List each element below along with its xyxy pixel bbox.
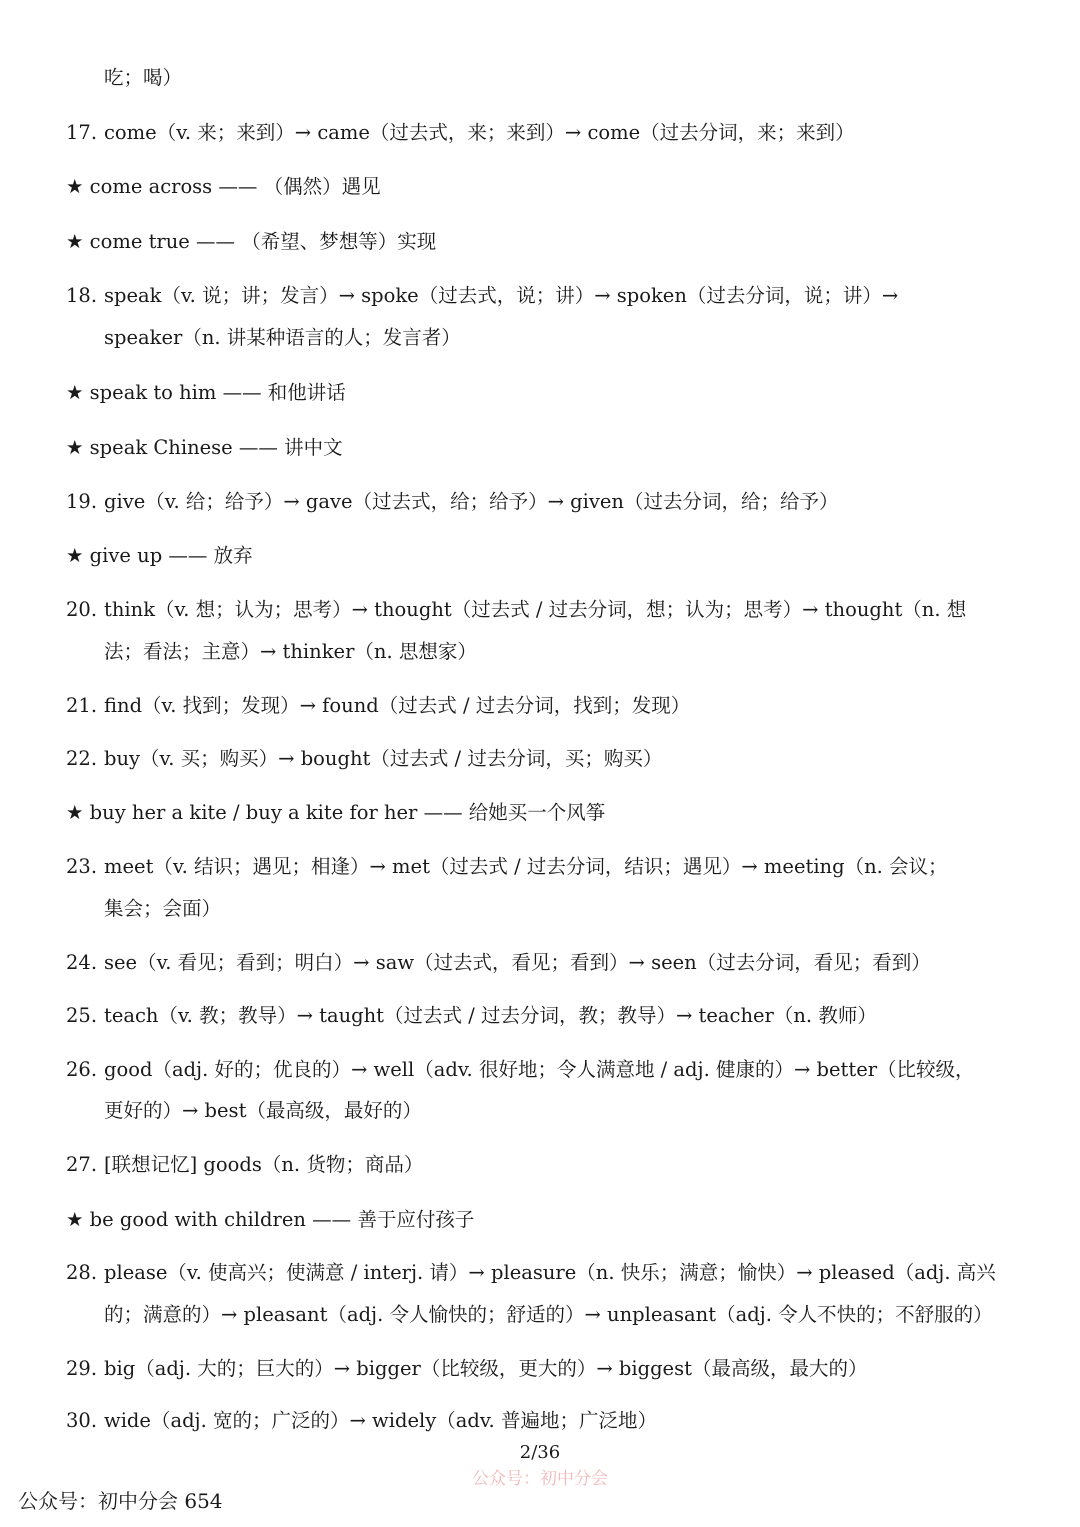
entry-29-text: big（adj. 大的；巨大的）→ bigger（比较级，更大的）→ biggest（最高级，最大的） — [104, 1357, 868, 1380]
phrase-buy-her-a-kite: ★ buy her a kite / buy a kite for her —— 给她买一个风筝 — [66, 801, 606, 824]
entry-number-19: 19. — [66, 490, 98, 513]
entry-27-text: [联想记忆] goods（n. 货物；商品） — [104, 1153, 424, 1176]
entry-number-18: 18. — [66, 284, 98, 307]
entry-23-continuation: 集会；会面） — [104, 897, 222, 920]
entry-28-text: please（v. 使高兴；使满意 / interj. 请）→ pleasure（n. 快乐；满意；愉快）→ pleased（adj. 高兴 — [104, 1261, 996, 1284]
entry-number-25: 25. — [66, 1004, 98, 1027]
entry-26-continuation: 更好的）→ best（最高级，最好的） — [104, 1099, 422, 1122]
phrase-come-true: ★ come true —— （希望、梦想等）实现 — [66, 230, 437, 253]
entry-number-23: 23. — [66, 855, 98, 878]
entry-24-text: see（v. 看见；看到；明白）→ saw（过去式，看见；看到）→ seen（过去分词，看见；看到） — [104, 951, 931, 974]
entry-26-text: good（adj. 好的；优良的）→ well（adv. 很好地；令人满意地 / adj. 健康的）→ better（比较级， — [104, 1058, 975, 1081]
entry-30-text: wide（adj. 宽的；广泛的）→ widely（adv. 普遍地；广泛地） — [104, 1409, 657, 1432]
entry-number-21: 21. — [66, 694, 98, 717]
entry-23-text: meet（v. 结识；遇见；相逢）→ met（过去式 / 过去分词，结识；遇见）→ meeting（n. 会议； — [104, 855, 948, 878]
entry-16-continuation: 吃；喝） — [104, 66, 183, 89]
entry-number-29: 29. — [66, 1357, 98, 1380]
entry-17-text: come（v. 来；来到）→ came（过去式，来；来到）→ come（过去分词，来；来到） — [104, 121, 855, 144]
phrase-come-across: ★ come across —— （偶然）遇见 — [66, 175, 381, 198]
phrase-be-good-with-children: ★ be good with children —— 善于应付孩子 — [66, 1208, 475, 1231]
entry-number-20: 20. — [66, 598, 98, 621]
entry-number-22: 22. — [66, 747, 98, 770]
entry-18-text: speak（v. 说；讲；发言）→ spoke（过去式，说；讲）→ spoken（过去分词，说；讲）→ — [104, 284, 899, 307]
entry-number-24: 24. — [66, 951, 98, 974]
phrase-give-up: ★ give up —— 放弃 — [66, 544, 253, 567]
entry-number-17: 17. — [66, 121, 98, 144]
entry-19-text: give（v. 给；给予）→ gave（过去式，给；给予）→ given（过去分词，给；给予） — [104, 490, 839, 513]
phrase-speak-to-him: ★ speak to him —— 和他讲话 — [66, 381, 346, 404]
entry-21-text: find（v. 找到；发现）→ found（过去式 / 过去分词，找到；发现） — [104, 694, 691, 717]
entry-18-continuation: speaker（n. 讲某种语言的人；发言者） — [104, 326, 461, 349]
page-number: 2/36 — [519, 1442, 561, 1463]
watermark: 公众号：初中分会 — [472, 1469, 608, 1489]
entry-25-text: teach（v. 教；教导）→ taught（过去式 / 过去分词，教；教导）→ teacher（n. 教师） — [104, 1004, 877, 1027]
entry-22-text: buy（v. 买；购买）→ bought（过去式 / 过去分词，买；购买） — [104, 747, 663, 770]
entry-number-30: 30. — [66, 1409, 98, 1432]
entry-28-continuation: 的；满意的）→ pleasant（adj. 令人愉快的；舒适的）→ unpleasant（adj. 令人不快的；不舒服的） — [104, 1303, 993, 1326]
entry-number-26: 26. — [66, 1058, 98, 1081]
phrase-speak-chinese: ★ speak Chinese —— 讲中文 — [66, 436, 343, 459]
entry-number-27: 27. — [66, 1153, 98, 1176]
entry-number-28: 28. — [66, 1261, 98, 1284]
entry-20-continuation: 法；看法；主意）→ thinker（n. 思想家） — [104, 640, 477, 663]
entry-20-text: think（v. 想；认为；思考）→ thought（过去式 / 过去分词，想；认为；思考）→ thought（n. 想 — [104, 598, 967, 621]
footer-label: 公众号：初中分会 654 — [18, 1489, 223, 1513]
